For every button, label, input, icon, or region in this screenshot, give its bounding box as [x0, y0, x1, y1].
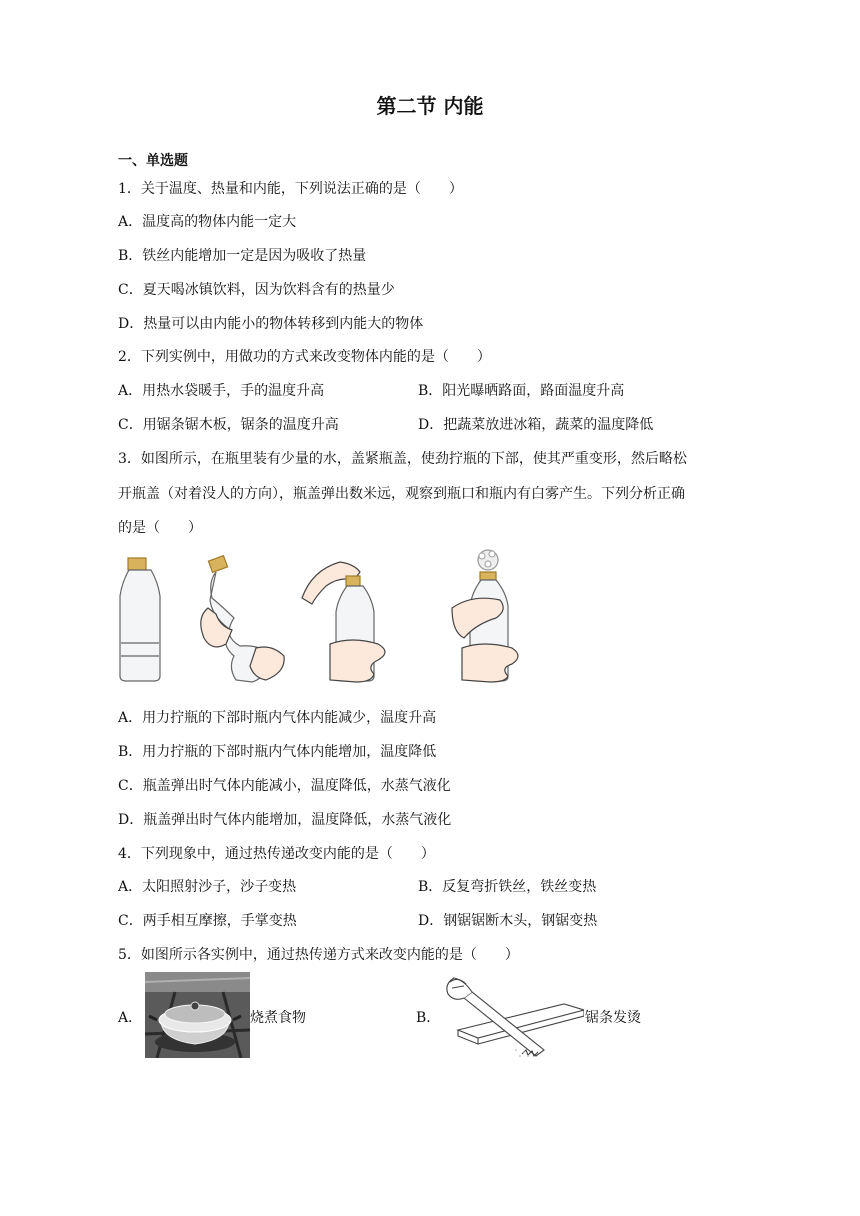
q3-stem-line3: 的是（ ）: [118, 520, 202, 536]
q4-option-c[interactable]: C．两手相互摩擦，手掌变热: [118, 913, 297, 929]
q1-option-a[interactable]: A．温度高的物体内能一定大: [118, 214, 297, 230]
q3-option-d[interactable]: D．瓶盖弹出时气体内能增加，温度降低，水蒸气液化: [118, 812, 452, 828]
saw-cutting-wood-drawing: [444, 976, 584, 1058]
q1-option-d[interactable]: D．热量可以由内能小的物体转移到内能大的物体: [118, 316, 424, 332]
q4-option-a[interactable]: A．太阳照射沙子，沙子变热: [118, 879, 297, 895]
q1-option-b[interactable]: B．铁丝内能增加一定是因为吸收了热量: [118, 248, 367, 264]
q2-option-d[interactable]: D．把蔬菜放进冰箱，蔬菜的温度降低: [418, 417, 654, 433]
bottle-upright: [120, 558, 160, 681]
q2-stem: 2．下列实例中，用做功的方式来改变物体内能的是（ ）: [118, 349, 491, 365]
q4-option-d[interactable]: D．钢锯锯断木头，钢锯变热: [418, 913, 598, 929]
q5-stem: 5．如图所示各实例中，通过热传递方式来改变内能的是（ ）: [118, 947, 519, 963]
bottle-experiment-figure: [116, 548, 526, 696]
q5-option-a-label: 烧煮食物: [250, 1010, 306, 1026]
cooking-pot-photo: [145, 972, 250, 1058]
q3-option-a[interactable]: A．用力拧瓶的下部时瓶内气体内能减少，温度升高: [118, 710, 437, 726]
page-title: 第二节 内能: [376, 94, 484, 118]
bottle-twisted: [201, 556, 284, 682]
q1-option-c[interactable]: C．夏天喝冰镇饮料，因为饮料含有的热量少: [118, 282, 395, 298]
q1-stem: 1．关于温度、热量和内能，下列说法正确的是（ ）: [118, 181, 463, 197]
q4-stem: 4．下列现象中，通过热传递改变内能的是（ ）: [118, 846, 435, 862]
q5-option-b-prefix[interactable]: B．: [416, 1010, 441, 1026]
bottle-cap-popping: [452, 550, 518, 682]
q4-option-b[interactable]: B．反复弯折铁丝，铁丝变热: [418, 879, 597, 895]
bottle-cap-loosening: [302, 562, 385, 682]
q3-stem-line1: 3．如图所示，在瓶里装有少量的水，盖紧瓶盖，使劲拧瓶的下部，使其严重变形，然后略松: [118, 451, 687, 467]
q5-option-b-label: 锯条发烫: [585, 1010, 641, 1026]
q2-option-a[interactable]: A．用热水袋暖手，手的温度升高: [118, 383, 325, 399]
q3-option-b[interactable]: B．用力拧瓶的下部时瓶内气体内能增加，温度降低: [118, 744, 437, 760]
q2-option-b[interactable]: B．阳光曝晒路面，路面温度升高: [418, 383, 625, 399]
bottle-figure-drawing: [116, 548, 526, 696]
q5-option-a-prefix[interactable]: A．: [118, 1010, 143, 1026]
q3-stem-line2: 开瓶盖（对着没人的方向），瓶盖弹出数米远，观察到瓶口和瓶内有白雾产生。下列分析正确: [118, 486, 685, 502]
q3-option-c[interactable]: C．瓶盖弹出时气体内能减小，温度降低，水蒸气液化: [118, 778, 451, 794]
q2-option-c[interactable]: C．用锯条锯木板，锯条的温度升高: [118, 417, 339, 433]
section-heading: 一、单选题: [118, 153, 188, 169]
